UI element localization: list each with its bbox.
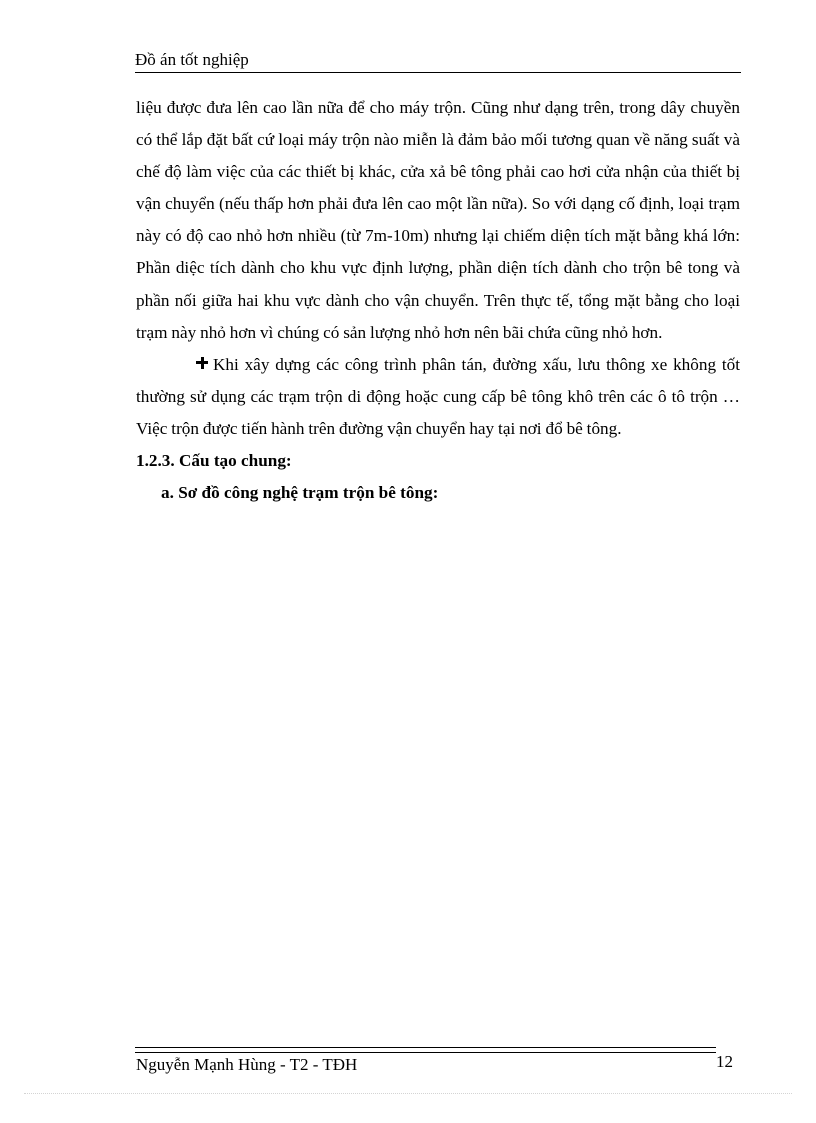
section-heading: 1.2.3. Cấu tạo chung: <box>136 451 292 471</box>
header-title: Đồ án tốt nghiệp <box>135 50 249 69</box>
cross-icon <box>196 357 208 369</box>
footer-author: Nguyễn Mạnh Hùng - T2 - TĐH <box>136 1055 358 1074</box>
subsection-heading: a. Sơ đồ công nghệ trạm trộn bê tông: <box>161 483 439 503</box>
page-number: 12 <box>716 1052 733 1071</box>
paragraph-1: liệu được đưa lên cao lần nữa để cho máy trộn. Cũng như dạng trên, trong dây chuyền có thể lắp đặt bất cứ loại máy trộn nào miễn là đảm bảo mối tương quan về năng suất và chế độ làm việc của các thiết bị khác, cửa xả bê tông phải cao hơi cửa nhận của thiết bị vận chuyển (nếu thấp hơn phải đưa lên cao một lần nữa). So với dạng cố định, loại trạm này có độ cao nhỏ hơn nhiều (từ 7m-10m) nhưng lại chiếm diện tích mặt bằng khá lớn: Phần diệc tích dành cho khu vực định lượng, phần diện tích dành cho trộn bê tong và phần nối giữa hai khu vực dành cho vận chuyển. Trên thực tế, tổng mặt bằng cho loại trạm này nhỏ hơn vì chúng có sản lượng nhỏ hơn nên bãi chứa cũng nhỏ hơn. <box>136 98 740 342</box>
footer-divider <box>135 1047 716 1053</box>
page-bottom-edge <box>24 1093 792 1094</box>
document-body <box>136 92 740 509</box>
paragraph-2 <box>136 349 740 445</box>
paragraph-2-text: Khi xây dựng các công trình phân tán, đường xấu, lưu thông xe không tốt thường sử dụng các trạm trộn di động hoặc cung cấp bê tông khô trên các ô tô trộn …Việc trộn được tiến hành trên đường vận chuyển hay tại nơi đổ bê tông. <box>136 354 740 438</box>
page-header <box>135 50 741 73</box>
